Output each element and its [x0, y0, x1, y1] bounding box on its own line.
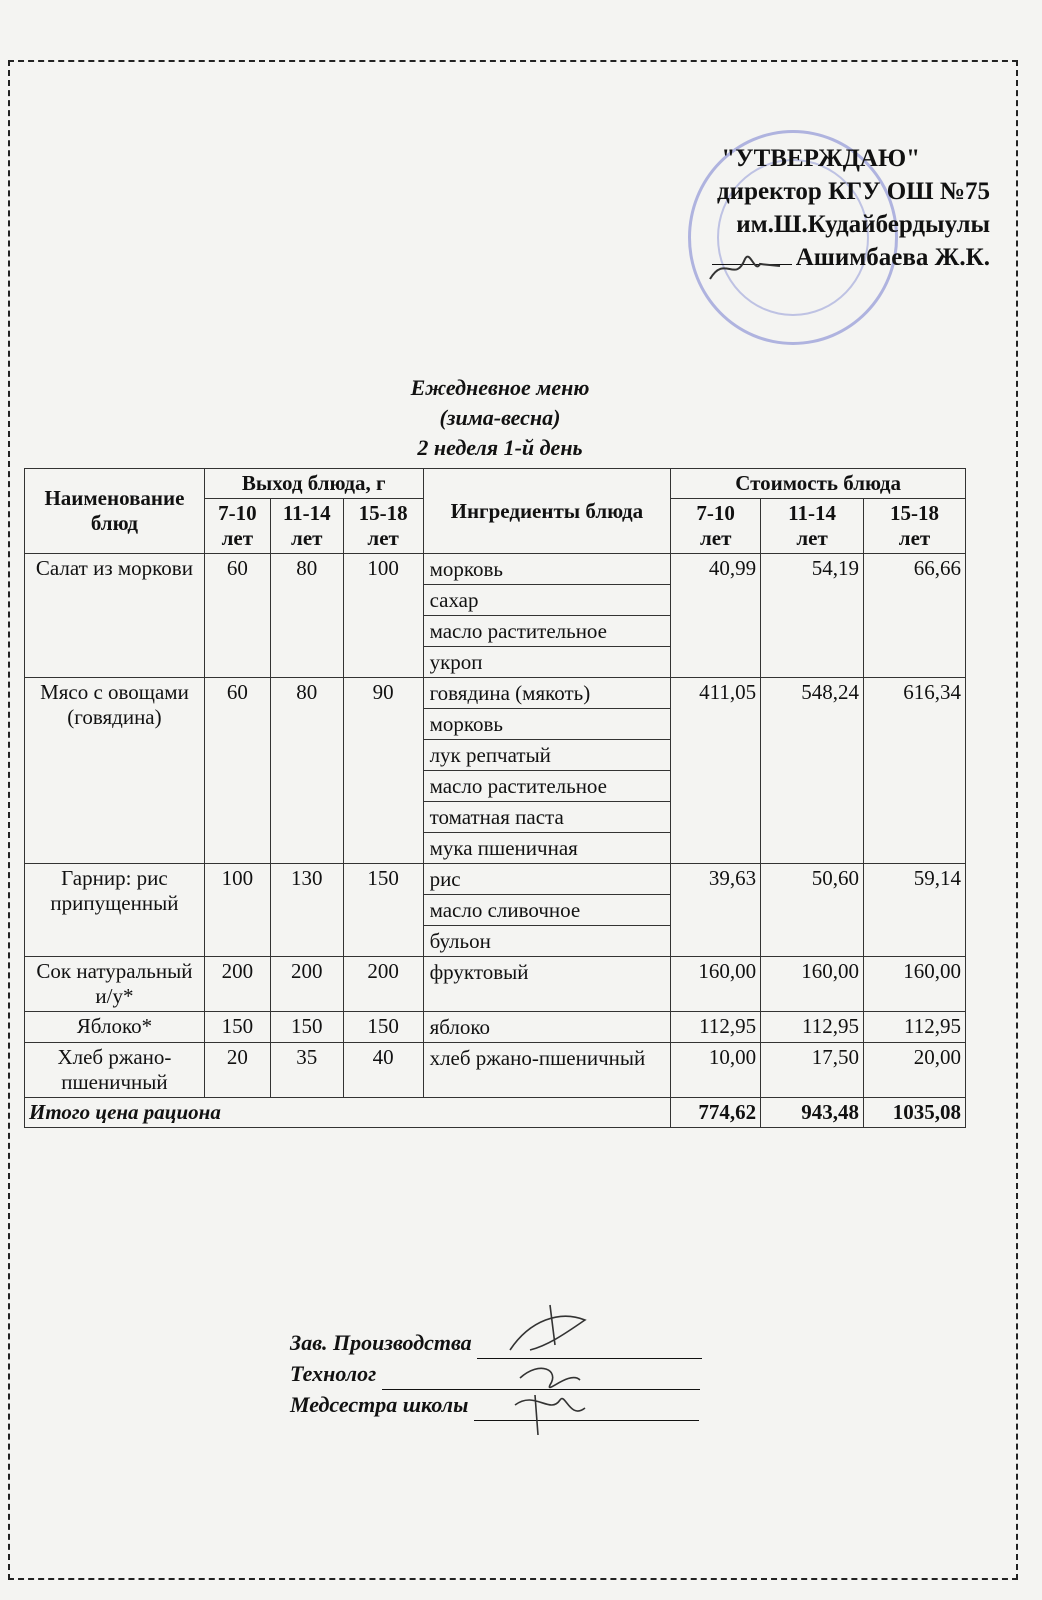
cost-7-10: 160,00 [671, 957, 761, 1012]
cost-15-18: 20,00 [864, 1043, 966, 1098]
dish-name: Яблоко* [25, 1012, 205, 1043]
ingredients-cell [423, 1012, 671, 1043]
table-row [25, 554, 966, 678]
document-heading [20, 373, 980, 463]
dish-name: Мясо с овощами (говядина) [25, 678, 205, 864]
yield-11-14: 130 [270, 864, 343, 957]
ingredient-item: хлеб ржано-пшеничный [429, 1046, 646, 1070]
cost-15-18: 59,14 [864, 864, 966, 957]
yield-7-10: 200 [204, 957, 270, 1012]
table-row [25, 1043, 966, 1098]
dish-name: Гарнир: рис припущенный [25, 864, 205, 957]
ingredient-item: лук репчатый [424, 740, 671, 771]
staff-signatures [490, 1300, 610, 1440]
yield-11-14: 80 [270, 678, 343, 864]
ingredient-item: масло растительное [424, 771, 671, 802]
menu-rows [25, 554, 966, 1098]
approval-position: директор КГУ ОШ №75 [717, 178, 990, 205]
ingredients-cell [423, 554, 671, 678]
header-cost-age-15-18: 15-18 лет [864, 499, 966, 554]
ingredient-item: говядина (мякоть) [424, 678, 671, 709]
total-row [25, 1098, 966, 1128]
cost-7-10: 10,00 [671, 1043, 761, 1098]
cost-11-14: 17,50 [761, 1043, 864, 1098]
yield-7-10: 60 [204, 678, 270, 864]
ingredients-cell [423, 957, 671, 1012]
cost-11-14: 548,24 [761, 678, 864, 864]
total-label: Итого цена рациона [25, 1098, 671, 1128]
cost-7-10: 411,05 [671, 678, 761, 864]
ingredients-cell [423, 1043, 671, 1098]
yield-7-10: 150 [204, 1012, 270, 1043]
ingredient-item: морковь [424, 554, 671, 585]
cost-7-10: 112,95 [671, 1012, 761, 1043]
table-row [25, 957, 966, 1012]
header-yield-age-15-18: 15-18 лет [343, 499, 423, 554]
table-row [25, 1012, 966, 1043]
header-cost-age-11-14: 11-14 лет [761, 499, 864, 554]
ingredient-item: томатная паста [424, 802, 671, 833]
yield-15-18: 150 [343, 1012, 423, 1043]
dish-name: Салат из моркови [25, 554, 205, 678]
cost-7-10: 40,99 [671, 554, 761, 678]
yield-7-10: 100 [204, 864, 270, 957]
approval-school-name: им.Ш.Кудайбердыулы [736, 211, 990, 238]
ingredients-cell [423, 864, 671, 957]
total-cost-7-10: 774,62 [671, 1098, 761, 1128]
cost-15-18: 112,95 [864, 1012, 966, 1043]
header-cost-age-7-10: 7-10 лет [671, 499, 761, 554]
cost-15-18: 160,00 [864, 957, 966, 1012]
production-head-label: Зав. Производства [290, 1330, 472, 1355]
yield-15-18: 40 [343, 1043, 423, 1098]
yield-7-10: 20 [204, 1043, 270, 1098]
yield-15-18: 200 [343, 957, 423, 1012]
director-signature [700, 244, 790, 294]
yield-15-18: 150 [343, 864, 423, 957]
dish-name: Хлеб ржано-пшеничный [25, 1043, 205, 1098]
yield-11-14: 200 [270, 957, 343, 1012]
ingredient-item: сахар [424, 585, 671, 616]
ingredient-item: масло растительное [424, 616, 671, 647]
yield-11-14: 35 [270, 1043, 343, 1098]
yield-7-10: 60 [204, 554, 270, 678]
director-name: Ашимбаева Ж.К. [795, 244, 990, 271]
approval-heading: "УТВЕРЖДАЮ" [721, 145, 920, 172]
technologist-label: Технолог [290, 1361, 377, 1386]
ingredient-item: масло сливочное [424, 895, 671, 926]
header-ingredients: Ингредиенты блюда [423, 469, 671, 554]
ingredients-cell [423, 678, 671, 864]
cost-15-18: 616,34 [864, 678, 966, 864]
cost-15-18: 66,66 [864, 554, 966, 678]
document-season: (зима-весна) [439, 405, 561, 430]
document-title: Ежедневное меню [410, 375, 590, 400]
ingredient-item: фруктовый [429, 960, 529, 984]
header-yield-age-11-14: 11-14 лет [270, 499, 343, 554]
nurse-label: Медсестра школы [290, 1392, 469, 1417]
total-cost-11-14: 943,48 [761, 1098, 864, 1128]
total-cost-15-18: 1035,08 [864, 1098, 966, 1128]
ingredient-item: мука пшеничная [429, 836, 578, 860]
yield-15-18: 90 [343, 678, 423, 864]
cost-11-14: 112,95 [761, 1012, 864, 1043]
menu-table [24, 468, 966, 1128]
cost-11-14: 50,60 [761, 864, 864, 957]
table-row [25, 864, 966, 957]
dish-name: Сок натуральный и/у* [25, 957, 205, 1012]
ingredient-item: рис [424, 864, 671, 895]
cost-11-14: 54,19 [761, 554, 864, 678]
ingredient-item: бульон [429, 929, 491, 953]
header-cost: Стоимость блюда [671, 469, 966, 499]
ingredient-item: яблоко [429, 1015, 490, 1039]
ingredient-item: укроп [429, 650, 483, 674]
yield-11-14: 150 [270, 1012, 343, 1043]
header-yield: Выход блюда, г [204, 469, 423, 499]
ingredient-item: морковь [424, 709, 671, 740]
header-dish-name: Наименование блюд [25, 469, 205, 554]
document-day: 2 неделя 1-й день [417, 435, 583, 460]
yield-11-14: 80 [270, 554, 343, 678]
yield-15-18: 100 [343, 554, 423, 678]
approval-block [600, 142, 990, 274]
cost-7-10: 39,63 [671, 864, 761, 957]
table-row [25, 678, 966, 864]
cost-11-14: 160,00 [761, 957, 864, 1012]
header-yield-age-7-10: 7-10 лет [204, 499, 270, 554]
